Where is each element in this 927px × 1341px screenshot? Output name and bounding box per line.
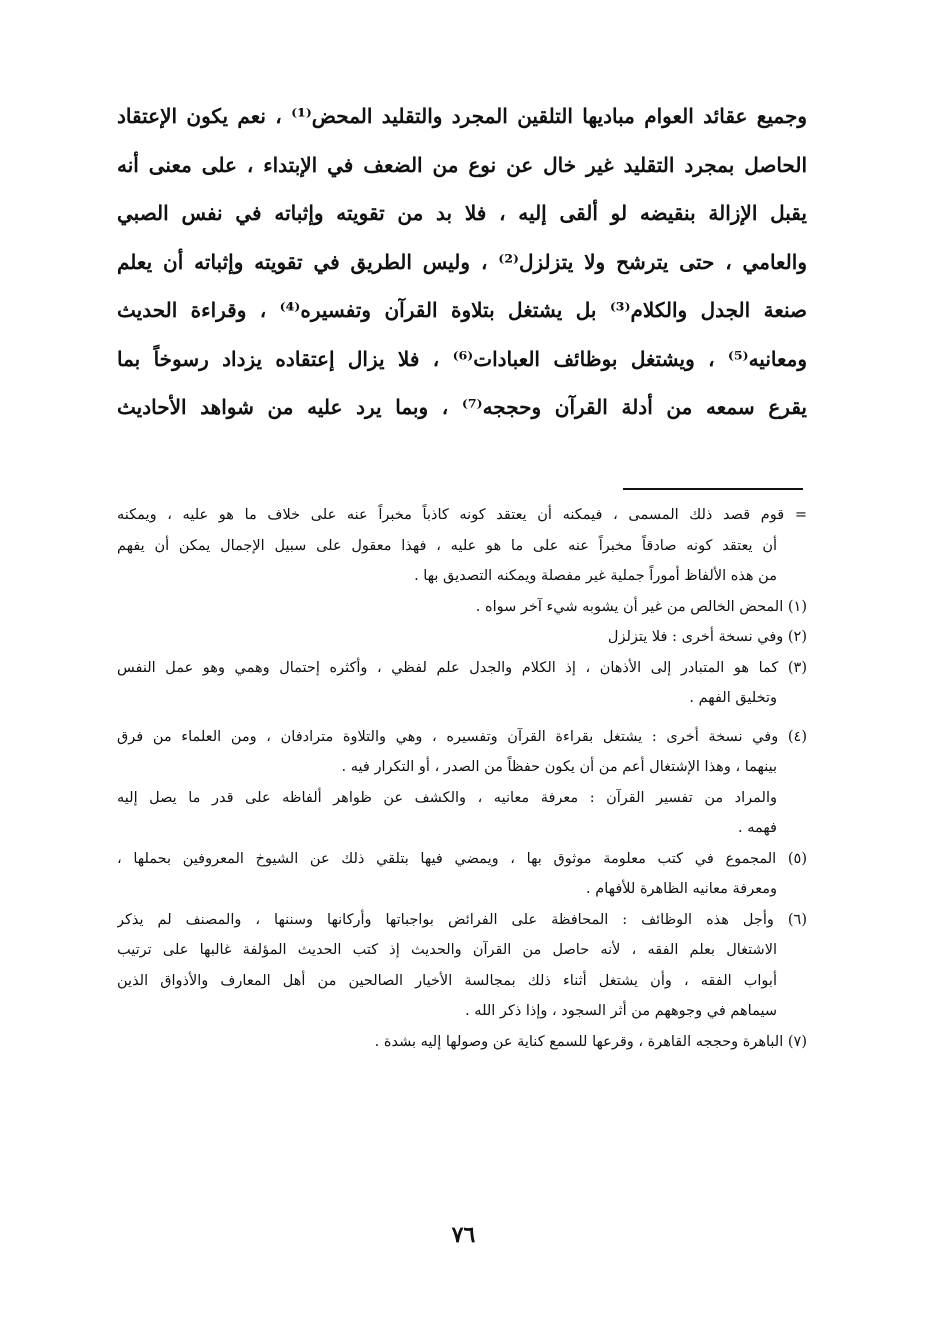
footnote-4	[117, 722, 807, 844]
footnote-line: (٣) كما هو المتبادر إلى الأذهان ، إذ الكلام والجدل علم لفظي ، وأكثره إحتمال وهمي وهو عمل النفس	[117, 659, 807, 676]
footnote-6	[117, 905, 807, 1027]
footnote-line: (٤) وفي نسخة أخرى : يشتغل بقراءة القرآن وتفسيره ، وهي والتلاوة مترادفان ، ومن العلماء من فرق	[117, 728, 807, 745]
footnote-line: بينهما ، وهذا الإشتغال أعم من أن يكون حفظاً من الصدر ، أو التكرار فيه .	[341, 759, 777, 775]
footnote-line: الاشتغال بعلم الفقه ، لأنه حاصل من القرآن والحديث إذ كتب الحديث المؤلفة غالبها على ترتيب	[117, 942, 777, 958]
body-line: الحاصل بمجرد التقليد غير خال عن نوع من الضعف في الإبتداء ، على معنى أنه	[117, 152, 807, 177]
footnote-line: فهمه .	[738, 820, 777, 836]
page-number: ٧٦	[451, 1222, 476, 1248]
body-line: يقبل الإزالة بنقيضه لو ألقى إليه ، فلا بد من تقويته وإثباته في نفس الصبي	[117, 201, 807, 225]
footnote-7	[117, 1027, 807, 1058]
footnote-line: والمراد من تفسير القرآن : معرفة معانيه ، والكشف عن ظواهر ألفاظه على قدر ما يصل إليه	[117, 789, 777, 806]
footnote-divider	[623, 488, 803, 490]
footnote-spacer	[117, 714, 807, 722]
footnote-line: (١) المحض الخالص من غير أن يشوبه شيء آخر سواه .	[475, 598, 807, 615]
footnote-line: أن يعتقد كونه صادقاً مخبراً عنه على ما هو عليه ، فهذا معقول على سبيل الإجمال يمكن أن يفهم	[117, 537, 777, 554]
main-body-text	[117, 92, 807, 432]
footnote-line: (٥) المجموع في كتب معلومة موثوق بها ، ويمضي فيها بتلقي ذلك عن الشيوخ المعروفين بحملها ،	[117, 850, 807, 867]
footnote-5	[117, 844, 807, 905]
body-line: صنعة الجدل والكلام⁽³⁾ بل يشتغل بتلاوة القرآن وتفسيره⁽⁴⁾ ، وقراءة الحديث	[117, 298, 807, 322]
footnote-line: = قوم قصد ذلك المسمى ، فيمكنه أن يعتقد كونه كاذباً مخبراً عنه على خلاف ما هو عليه ، ويمكنه	[117, 507, 807, 523]
footnote-line: أبواب الفقه ، وأن يشتغل أثناء ذلك بمجالسة الأخيار الصالحين من أهل المعارف والأذواق الذين	[117, 972, 777, 989]
body-line: والعامي ، حتى يترشح ولا يتزلزل⁽²⁾ ، وليس الطريق في تقويته وإثباته أن يعلم	[117, 249, 807, 274]
footnotes-section	[117, 500, 807, 1057]
footnote-line: (٧) الباهرة وحججه القاهرة ، وقرعها للسمع كناية عن وصولها إليه بشدة .	[374, 1033, 807, 1050]
footnote-1	[117, 592, 807, 623]
footnote-line: من هذه الألفاظ أموراً جملية غير مفصلة ويمكنه التصديق بها .	[414, 568, 777, 584]
footnote-line: (٦) وأجل هذه الوظائف : المحافظة على الفرائض بواجباتها وأركانها وسننها ، والمصنف لم يذكر	[117, 911, 807, 928]
footnote-3	[117, 653, 807, 714]
footnote-line: وتخليق الفهم .	[689, 690, 777, 706]
body-line: وجميع عقائد العوام مباديها التلقين المجرد والتقليد المحض⁽¹⁾ ، نعم يكون الإعتقاد	[117, 104, 807, 128]
footnote-continuation	[117, 500, 807, 592]
body-line: يقرع سمعه من أدلة القرآن وحججه⁽⁷⁾ ، وبما يرد عليه من شواهد الأحاديث	[117, 395, 807, 419]
footnote-line: (٢) وفي نسخة أخرى : فلا يتزلزل	[607, 629, 807, 645]
body-line: ومعانيه⁽⁵⁾ ، ويشتغل بوظائف العبادات⁽⁶⁾ ، فلا يزال إعتقاده يزداد رسوخاً بما	[117, 346, 807, 371]
footnote-line: ومعرفة معانيه الظاهرة للأفهام .	[586, 881, 777, 897]
footnote-2	[117, 622, 807, 653]
footnote-line: سيماهم في وجوههم من أثر السجود ، وإذا ذكر الله .	[465, 1003, 777, 1019]
